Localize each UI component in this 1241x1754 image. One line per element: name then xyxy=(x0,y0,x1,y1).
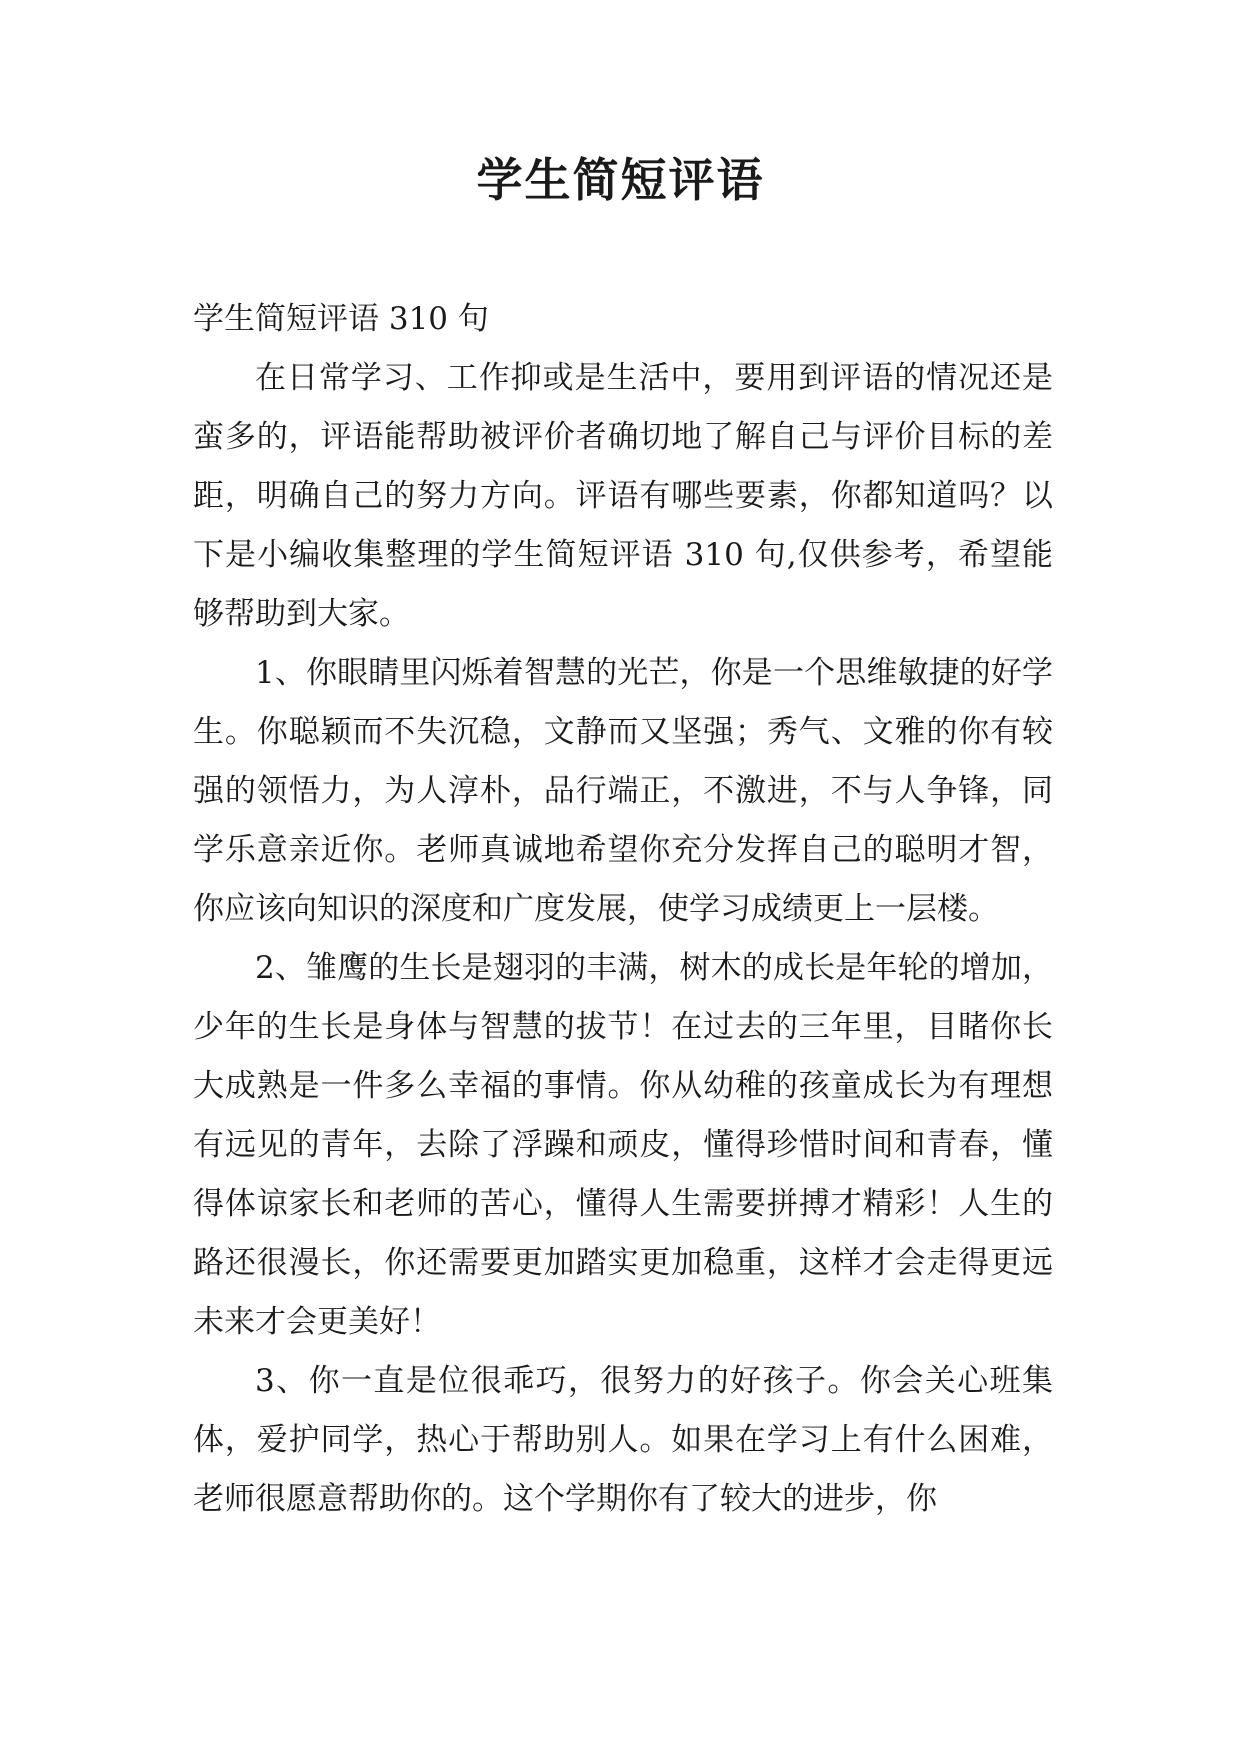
document-title: 学生简短评语 xyxy=(476,153,765,207)
document-body xyxy=(193,290,1053,1529)
document-subtitle: 学生简短评语 310 句 xyxy=(193,301,489,337)
comment-paragraph-3: 3、你一直是位很乖巧，很努力的好孩子。你会关心班集体，爱护同学，热心于帮助别人。如果在学习上有什么困难，老师很愿意帮助你的。这个学期你有了较大的进步，你 xyxy=(193,1363,1053,1517)
intro-paragraph: 在日常学习、工作抑或是生活中，要用到评语的情况还是蛮多的，评语能帮助被评价者确切地了解自己与评价目标的差距，明确自己的努力方向。评语有哪些要素，你都知道吗？以下是小编收集整理的学生简短评语 310 句,仅供参考，希望能够帮助到大家。 xyxy=(193,360,1053,632)
comment-paragraph-2: 2、雏鹰的生长是翅羽的丰满，树木的成长是年轮的增加，少年的生长是身体与智慧的拔节！在过去的三年里，目睹你长大成熟是一件多么幸福的事情。你从幼稚的孩童成长为有理想有远见的青年，去除了浮躁和顽皮，懂得珍惜时间和青春，懂得体谅家长和老师的苦心，懂得人生需要拼搏才精彩！人生的路还很漫长，你还需要更加踏实更加稳重，这样才会走得更远未来才会更美好！ xyxy=(193,950,1053,1340)
comment-paragraph-1: 1、你眼睛里闪烁着智慧的光芒，你是一个思维敏捷的好学生。你聪颖而不失沉稳，文静而又坚强；秀气、文雅的你有较强的领悟力，为人淳朴，品行端正，不激进，不与人争锋，同学乐意亲近你。老师真诚地希望你充分发挥自己的聪明才智，你应该向知识的深度和广度发展，使学习成绩更上一层楼。 xyxy=(193,655,1053,927)
